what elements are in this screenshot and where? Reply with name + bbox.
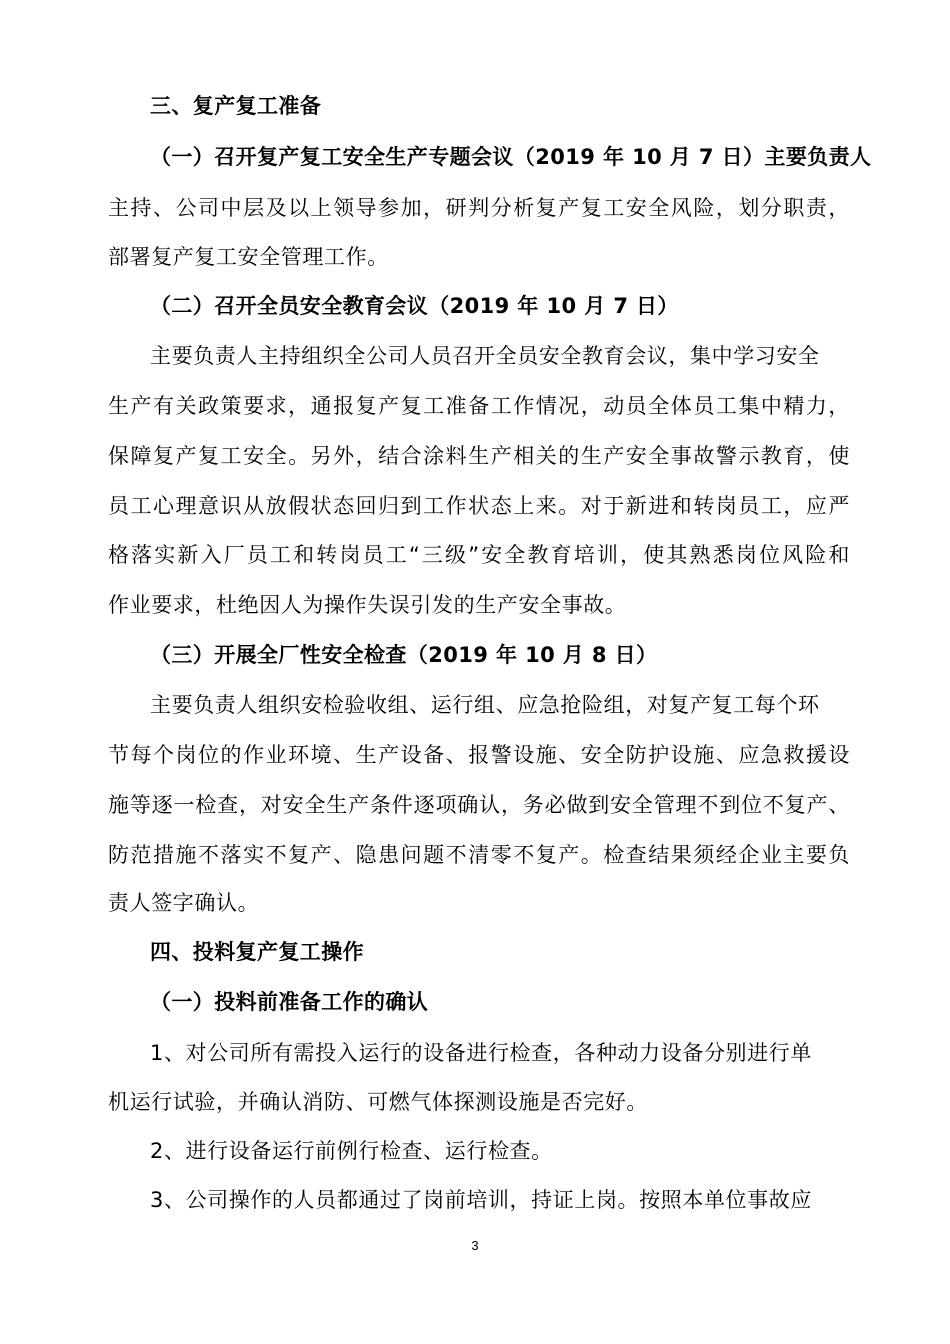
paragraph-line: 防范措施不落实不复产、隐患问题不清零不复产。检查结果须经企业主要负: [108, 843, 850, 867]
list-item-line: 3、公司操作的人员都通过了岗前培训，持证上岗。按照本单位事故应: [150, 1188, 812, 1212]
paragraph-line: 员工心理意识从放假状态回归到工作状态上来。对于新进和转岗员工，应严: [108, 494, 850, 518]
paragraph-line: 保障复产复工安全。另外，结合涂料生产相关的生产安全事故警示教育，使: [108, 444, 850, 468]
paragraph-line: 节每个岗位的作业环境、生产设备、报警设施、安全防护设施、应急救援设: [108, 743, 850, 767]
paragraph-line: 责人签字确认。: [108, 891, 260, 915]
subsection-heading-3-3: （三）开展全厂性安全检查（2019 年 10 月 8 日）: [150, 643, 658, 667]
paragraph-line: 作业要求，杜绝因人为操作失误引发的生产安全事故。: [108, 593, 627, 617]
paragraph-line: 施等逐一检查，对安全生产条件逐项确认，务必做到安全管理不到位不复产、: [108, 793, 850, 817]
paragraph-line: 格落实新入厂员工和转岗员工“三级”安全教育培训，使其熟悉岗位风险和: [108, 543, 850, 567]
page-number: 3: [471, 1238, 479, 1253]
list-item-line: 2、进行设备运行前例行检查、运行检查。: [150, 1139, 553, 1163]
section-heading-4: 四、投料复产复工操作: [150, 940, 364, 964]
list-item-line: 1、对公司所有需投入运行的设备进行检查，各种动力设备分别进行单: [150, 1041, 812, 1065]
paragraph-line: 部署复产复工安全管理工作。: [108, 245, 389, 269]
paragraph-line: 主要负责人主持组织全公司人员召开全员安全教育会议，集中学习安全: [150, 344, 820, 368]
paragraph-line: 生产有关政策要求，通报复产复工准备工作情况，动员全体员工集中精力，: [108, 394, 850, 418]
subsection-heading-3-1: （一）召开复产复工安全生产专题会议（2019 年 10 月 7 日）主要负责人: [150, 145, 872, 169]
paragraph-line: 主持、公司中层及以上领导参加，研判分析复产复工安全风险，划分职责，: [108, 196, 850, 220]
subsection-heading-3-2: （二）召开全员安全教育会议（2019 年 10 月 7 日）: [150, 294, 679, 318]
list-item-line: 机运行试验，并确认消防、可燃气体探测设施是否完好。: [108, 1090, 648, 1114]
paragraph-line: 主要负责人组织安检验收组、运行组、应急抢险组，对复产复工每个环: [150, 693, 820, 717]
section-heading-3: 三、复产复工准备: [150, 94, 322, 118]
subsection-heading-4-1: （一）投料前准备工作的确认: [150, 990, 429, 1014]
